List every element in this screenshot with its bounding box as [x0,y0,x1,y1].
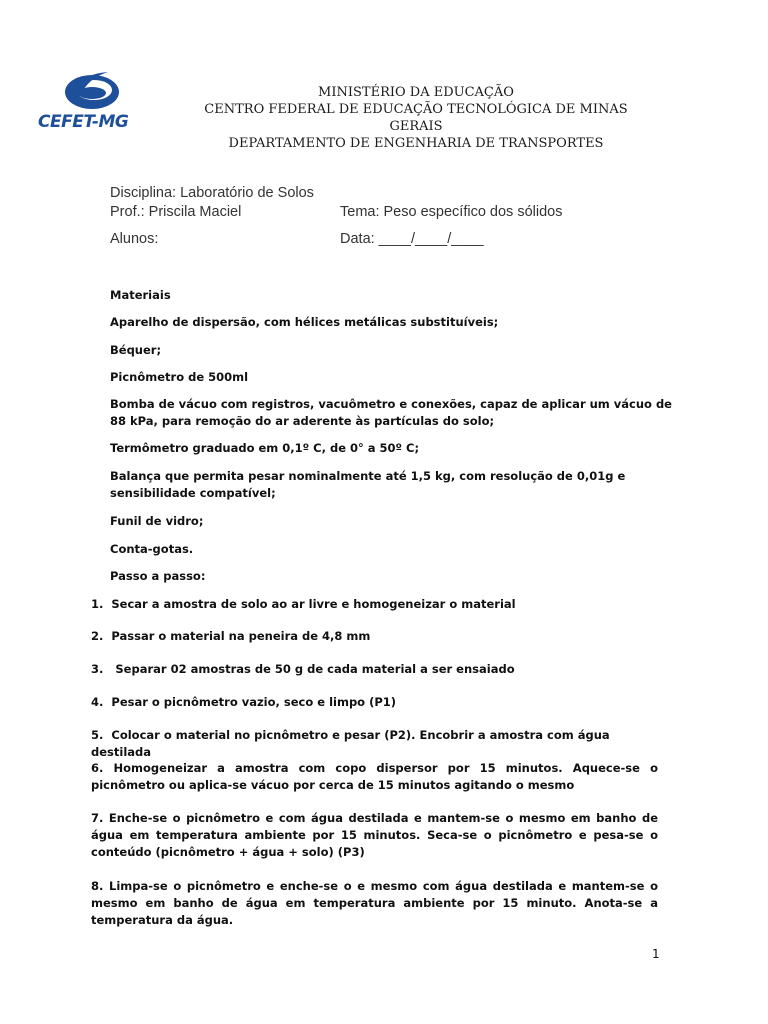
step-item [91,661,661,678]
page-number: 1 [652,947,660,961]
material-item: Picnômetro de 500ml [110,370,249,384]
material-item: Béquer; [110,343,162,357]
step-item [91,628,661,645]
step-text: Limpa-se o picnômetro e enche-se o e mesmo com água destilada e mantem-se o mesmo em banho de água em temperatura ambiente por 15 minuto. Anota-se a temperatura da água. [91,879,658,927]
step-number: 2. [91,629,104,643]
step-item [91,878,658,929]
cefet-mg-logo [38,68,142,132]
step-number: 3. [91,662,104,676]
discipline-label: Disciplina: Laboratório de Solos [110,185,314,201]
step-number: 1. [91,597,104,611]
step-text: Enche-se o picnômetro e com água destilada e mantem-se o mesmo em banho de água em temperatura ambiente por 15 minutos. Seca-se o picnômetro e pesa-se o conteúdo (picnômetro + água + solo) (P3) [91,811,658,859]
material-item: Balança que permita pesar nominalmente até 1,5 kg, com resolução de 0,01g e sensibilidade compatível; [110,469,626,500]
document-header [190,84,642,152]
professor-label: Prof.: Priscila Maciel [110,204,242,220]
step-text: Homogeneizar a amostra com copo dispersor por 15 minutos. Aquece-se o picnômetro ou aplica-se vácuo por cerca de 15 minutos agitando o mesmo [91,761,658,792]
step-text: Colocar o material no picnômetro e pesar (P2). Encobrir a amostra com água destilada [91,728,610,759]
step-number: 5. [91,728,104,742]
steps-heading: Passo a passo: [110,569,206,583]
material-item: Conta-gotas. [110,542,194,556]
header-department: DEPARTAMENTO DE ENGENHARIA DE TRANSPORTES [228,136,604,151]
date-field: Data: ____/____/____ [340,231,484,247]
step-item [91,727,661,761]
logo-wordmark: CEFET-MG [38,112,129,132]
material-item: Funil de vidro; [110,514,204,528]
step-number: 8. [91,879,104,893]
step-item [91,694,661,711]
material-item: Aparelho de dispersão, com hélices metálicas substituíveis; [110,315,499,329]
step-number: 7. [91,811,104,825]
logo-swoosh-icon [38,68,142,112]
header-institution-cont: GERAIS [389,119,443,134]
step-item [91,810,658,861]
material-item: Bomba de vácuo com registros, vacuômetro e conexões, capaz de aplicar um vácuo de 88 kPa, para remoção do ar aderente às partículas do solo; [110,397,672,428]
topic-label: Tema: Peso específico dos sólidos [340,204,563,220]
step-text: Passar o material na peneira de 4,8 mm [111,629,371,643]
header-ministry: MINISTÉRIO DA EDUCAÇÃO [318,85,514,100]
header-institution: CENTRO FEDERAL DE EDUCAÇÃO TECNOLÓGICA DE MINAS [204,102,628,117]
step-text: Secar a amostra de solo ao ar livre e homogeneizar o material [111,597,516,611]
students-label: Alunos: [110,231,159,247]
step-item [91,596,661,613]
step-number: 4. [91,695,104,709]
step-text: Pesar o picnômetro vazio, seco e limpo (P1) [111,695,397,709]
step-text: Separar 02 amostras de 50 g de cada material a ser ensaiado [115,662,515,676]
step-number: 6. [91,761,104,775]
step-item [91,760,658,794]
material-item: Termômetro graduado em 0,1º C, de 0° a 50º C; [110,441,420,455]
materials-heading: Materiais [110,288,171,302]
